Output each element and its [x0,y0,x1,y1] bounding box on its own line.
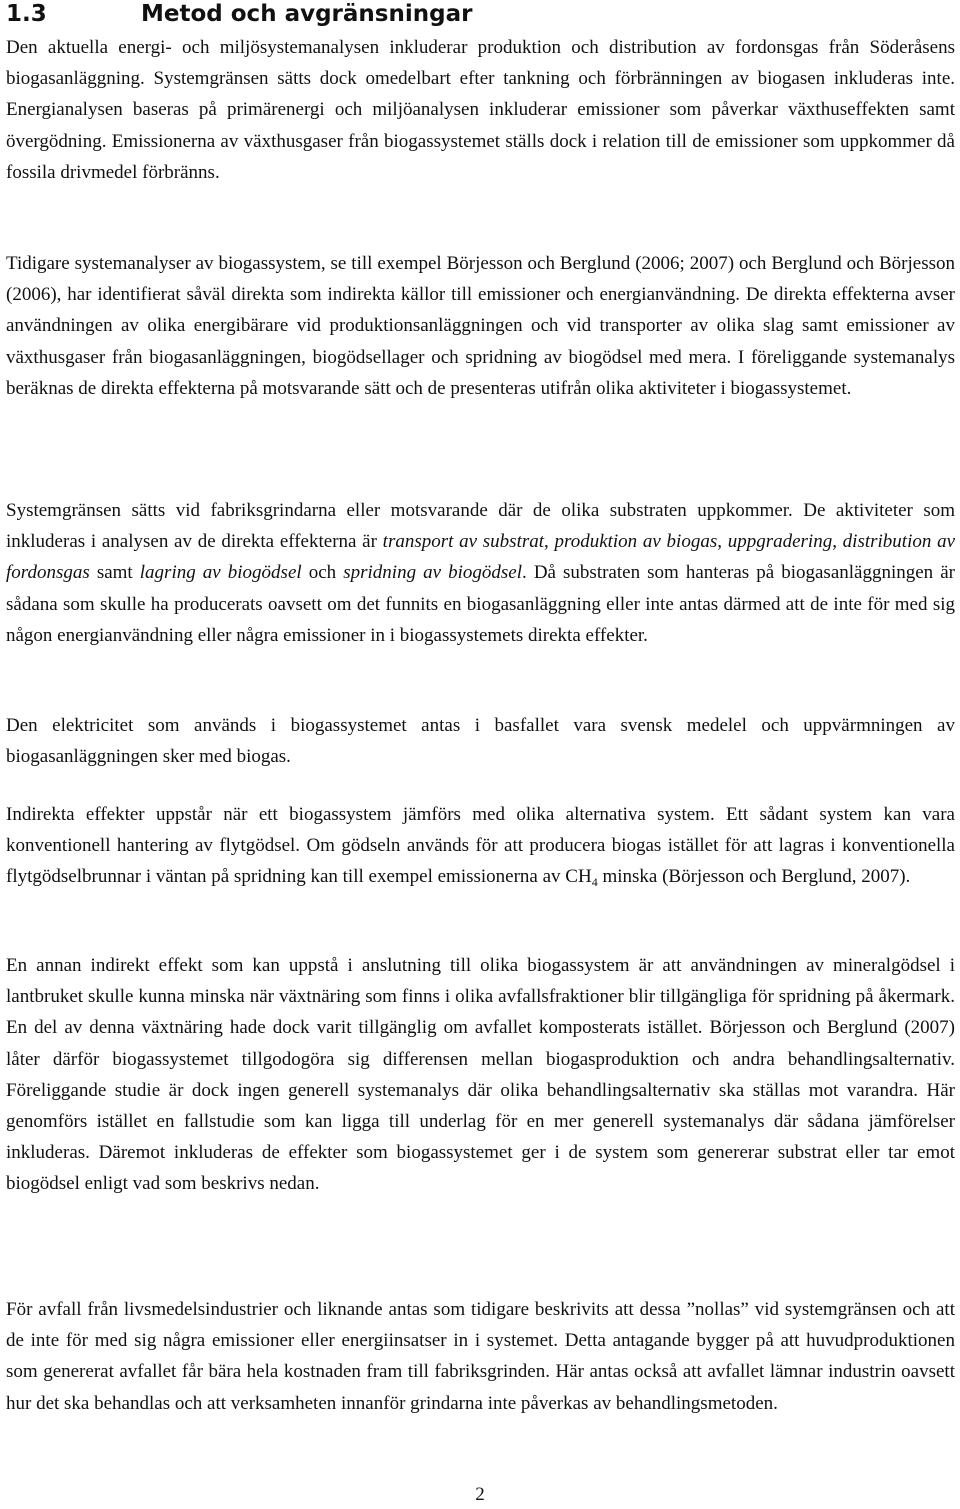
section-number: 1.3 [6,1,47,27]
paragraph-system-boundary: Systemgränsen sätts vid fabriksgrindarna eller motsvarande där de olika substraten uppkommer. De aktiviteter som inkluderas i analysen av de direkta effekterna är transport av substrat, produktion av biogas, uppgradering, distribution av fordonsgas samt lagring av biogödsel och spridning av biogödsel. Då substraten som hanteras på biogasanläggningen är sådana som skulle ha producerats oavsett om det funnits en biogasanläggning eller inte antas därmed att de inte för med sig någon energianvändning eller några emissioner in i biogassystemets direkta effekter. [6,500,956,646]
section-title: Metod och avgränsningar [141,1,473,27]
paragraph-mineral-fertilizer: En annan indirekt effekt som kan uppstå i anslutning till olika biogassystem är att användningen av mineralgödsel i lantbruket skulle kunna minska när växtnäring som finns i olika avfallsfraktioner blir tillgängliga för spridning på åkermark. En del av denna växtnäring hade dock varit tillgänglig om avfallet komposterats istället. Börjesson och Berglund (2007) låter därför biogassystemet tillgodogöra sig differensen mellan biogasproduktion och andra behandlingsalternativ. Föreliggande studie är dock ingen generell systemanalys där olika behandlingsalternativ ska ställas mot varandra. Här genomförs istället en fallstudie som kan ligga till underlag för en mer generell systemanalys där sådana jämförelser inkluderas. Däremot inkluderas de effekter som biogassystemet ger i de system som genererar substrat eller tar emot biogödsel enligt vad som beskrivs nedan. [6,955,955,1195]
page-number: 2 [475,1484,485,1505]
section-heading [6,0,472,28]
paragraph-indirect-effects: Indirekta effekter uppstår när ett biogassystem jämförs med olika alternativa system. Ett sådant system kan vara konventionell hantering av flytgödsel. Om gödseln används för att producera biogas istället för att lagras i konventionella flytgödselbrunnar i väntan på spridning kan till exempel emissionerna av $CH_4$ minska (Börjesson och Berglund, 2007). [6,804,955,890]
activity-storage: lagring av biogödsel [139,562,302,584]
activity-distribution: distribution av fordonsgas [6,531,956,584]
activity-upgrading: uppgradering [727,531,833,553]
activity-spreading: spridning av biogödsel [343,562,523,584]
paragraph-electricity: Den elektricitet som används i biogassystemet antas i basfallet vara svensk medelel och uppvärmningen av biogasanläggningen sker med biogas. [6,715,955,768]
paragraph-food-industry-waste: För avfall från livsmedelsindustrier och liknande antas som tidigare beskrivits att dessa ”nollas” vid systemgränsen och att de inte för med sig några emissioner eller energiinsatser in i systemet. Detta antagande bygger på att huvudproduktionen som genererat avfallet får bära hela kostnaden fram till fabriksgrinden. Här antas också att avfallet lämnar industrin oavsett hur det ska behandlas och att verksamheten innanför grindarna inte påverkas av behandlingsmetoden. [6,1299,955,1414]
paragraph-scope: Den aktuella energi- och miljösystemanalysen inkluderar produktion och distribution av fordonsgas från Söderåsens biogasanläggning. Systemgränsen sätts dock omedelbart efter tankning och förbränningen av biogasen inkluderas inte. Energianalysen baseras på primärenergi och miljöanalysen inkluderar emissioner som påverkar växthuseffekten samt övergödning. Emissionerna av växthusgaser från biogassystemet ställs dock i relation till de emissioner som uppkommer då fossila drivmedel förbränns. [6,37,955,183]
ch4-subscript: 4 [591,875,598,890]
activity-production: produktion av biogas [554,531,718,553]
paragraph-previous-analyses: Tidigare systemanalyser av biogassystem, se till exempel Börjesson och Berglund (2006; 2007) och Berglund och Börjesson (2006), har identifierat såväl direkta som indirekta källor till emissioner och energianvändning. De direkta effekterna avser användningen av olika energibärare vid produktionsanläggningen och vid transporter av olika slag samt emissioner av växthusgaser från biogasanläggningen, biogödsellager och spridning av biogödsel med mera. I föreliggande systemanalys beräknas de direkta effekterna på motsvarande sätt och de presenteras utifrån olika aktiviteter i biogassystemet. [6,253,955,399]
activity-transport: transport av substrat [382,531,545,553]
